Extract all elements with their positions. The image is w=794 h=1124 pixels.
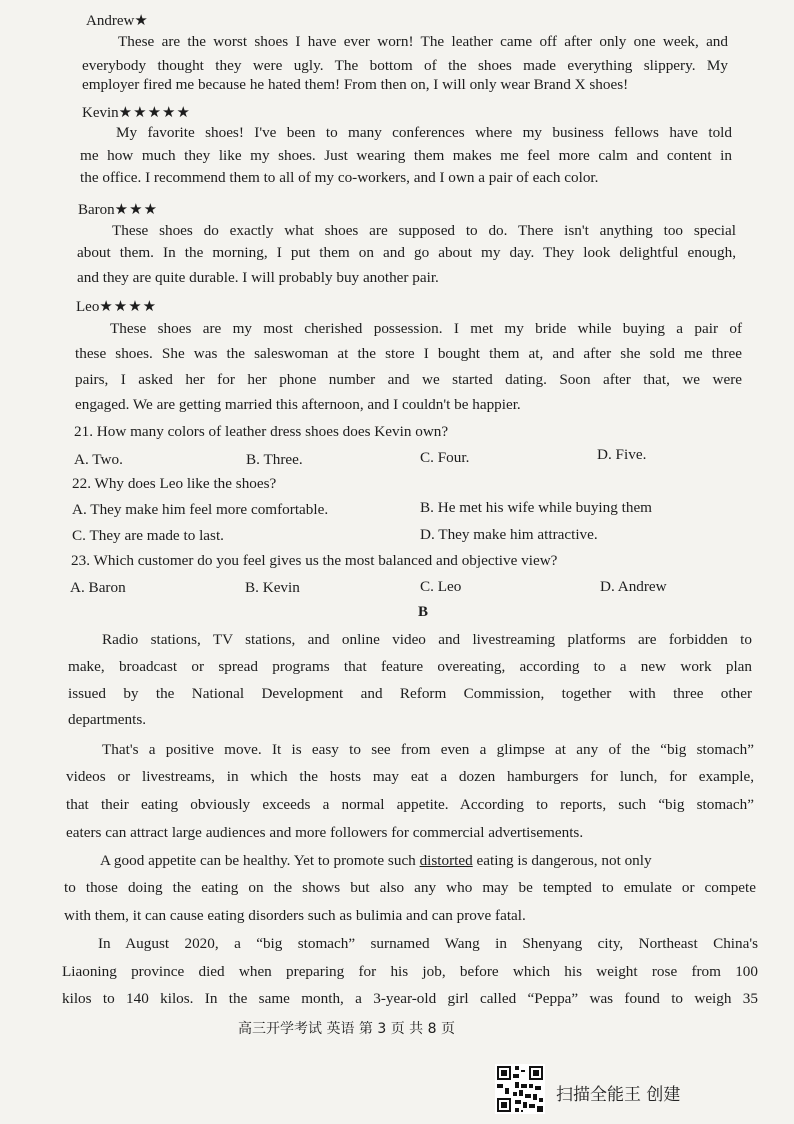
article-line: issued by the National Development and Reform Commission, together with three other	[68, 685, 752, 702]
article-line: That's a positive move. It is easy to see from even a glimpse at any of the “big stomach”	[102, 741, 754, 758]
option-a: A. They make him feel more comfortable.	[72, 501, 329, 518]
option-c: C. Leo	[420, 578, 462, 595]
review-line: These shoes are my most cherished possession. I met my bride while buying a pair of	[110, 320, 742, 337]
article-line: Liaoning province died when preparing for his job, before which his weight rose from 100	[62, 963, 758, 980]
article-line: Radio stations, TV stations, and online video and livestreaming platforms are forbidden to	[102, 631, 752, 648]
review-line: engaged. We are getting married this afternoon, and I couldn't be happier.	[75, 396, 521, 413]
option-c: C. Four.	[420, 449, 470, 466]
option-d: D. Five.	[597, 446, 647, 463]
review-line: These shoes do exactly what shoes are supposed to do. There isn't anything too special	[112, 222, 736, 239]
text-run: A good appetite can be healthy. Yet to promote such	[100, 852, 416, 869]
reviewer-name: Kevin	[82, 105, 119, 121]
rating-stars: ★★★	[114, 202, 159, 218]
reviewer-name: Andrew	[86, 13, 135, 29]
article-line: eaters can attract large audiences and more followers for commercial advertisements.	[66, 824, 584, 841]
underlined-word: distorted	[419, 852, 473, 869]
review-line: the office. I recommend them to all of my co-workers, and I own a pair of each color.	[80, 169, 599, 186]
review-line: and they are quite durable. I will probably buy another pair.	[77, 269, 439, 286]
option-b: B. He met his wife while buying them	[420, 499, 652, 516]
review-line: these shoes. She was the saleswoman at the store I bought them at, and after she sold me three	[75, 345, 742, 362]
text-run: eating is dangerous, not only	[476, 852, 652, 869]
option-a: A. Baron	[70, 579, 126, 596]
article-line: that their eating obviously exceeds a normal appetite. According to reports, such “big stomach”	[66, 796, 754, 813]
reviewer-name: Baron	[78, 202, 115, 218]
option-d: D. They make him attractive.	[420, 526, 598, 543]
review-line: about them. In the morning, I put them on and go about my day. They look delightful enough,	[77, 244, 736, 261]
rating-stars: ★	[134, 13, 149, 29]
reviewer-kevin	[82, 103, 191, 122]
article-line: departments.	[68, 711, 147, 728]
review-line: me how much they like my shoes. Just wearing them makes me feel more calm and content in	[80, 147, 732, 164]
article-line: In August 2020, a “big stomach” surnamed Wang in Shenyang city, Northeast China's	[98, 935, 758, 952]
option-b: B. Three.	[246, 451, 303, 468]
section-label: B	[418, 604, 429, 620]
review-line: pairs, I asked her for her phone number and we started dating. Soon after that, we were	[75, 371, 742, 388]
reviewer-leo	[76, 297, 157, 316]
page-footer: 高三开学考试 英语 第 3 页 共 8 页	[238, 1021, 455, 1037]
article-line: videos or livestreams, in which the hosts may eat a dozen hamburgers for lunch, for example,	[66, 768, 754, 785]
option-b: B. Kevin	[245, 579, 300, 596]
rating-stars: ★★★★	[99, 299, 158, 315]
option-a: A. Two.	[74, 451, 123, 468]
review-line: employer fired me because he hated them! From then on, I will only wear Brand X shoes!	[82, 76, 629, 93]
reviewer-andrew	[86, 11, 149, 30]
question-stem: 23. Which customer do you feel gives us the most balanced and objective view?	[71, 552, 558, 569]
article-line: to those doing the eating on the shows but also any who may be tempted to emulate or compete	[64, 879, 756, 896]
article-line	[100, 852, 652, 870]
rating-stars: ★★★★★	[118, 105, 191, 121]
article-line: make, broadcast or spread programs that feature overeating, according to a new work plan	[68, 658, 752, 675]
option-c: C. They are made to last.	[72, 527, 224, 544]
scanner-watermark: 扫描全能王 创建	[556, 1085, 681, 1105]
article-line: kilos to 140 kilos. In the same month, a 3-year-old girl called “Peppa” was found to weigh 35	[62, 990, 758, 1007]
reviewer-baron	[78, 200, 158, 219]
review-line: These are the worst shoes I have ever worn! The leather came off after only one week, and	[118, 33, 728, 50]
question-stem: 22. Why does Leo like the shoes?	[72, 475, 277, 492]
qr-code-icon	[495, 1064, 545, 1114]
question-stem: 21. How many colors of leather dress shoes does Kevin own?	[74, 423, 449, 440]
article-line: with them, it can cause eating disorders such as bulimia and can prove fatal.	[64, 907, 526, 924]
review-line: everybody thought they were ugly. The bottom of the shoes made everything slippery. My	[82, 57, 728, 74]
reviewer-name: Leo	[76, 299, 100, 315]
review-line: My favorite shoes! I've been to many conferences where my business fellows have told	[116, 124, 732, 141]
option-d: D. Andrew	[600, 578, 667, 595]
